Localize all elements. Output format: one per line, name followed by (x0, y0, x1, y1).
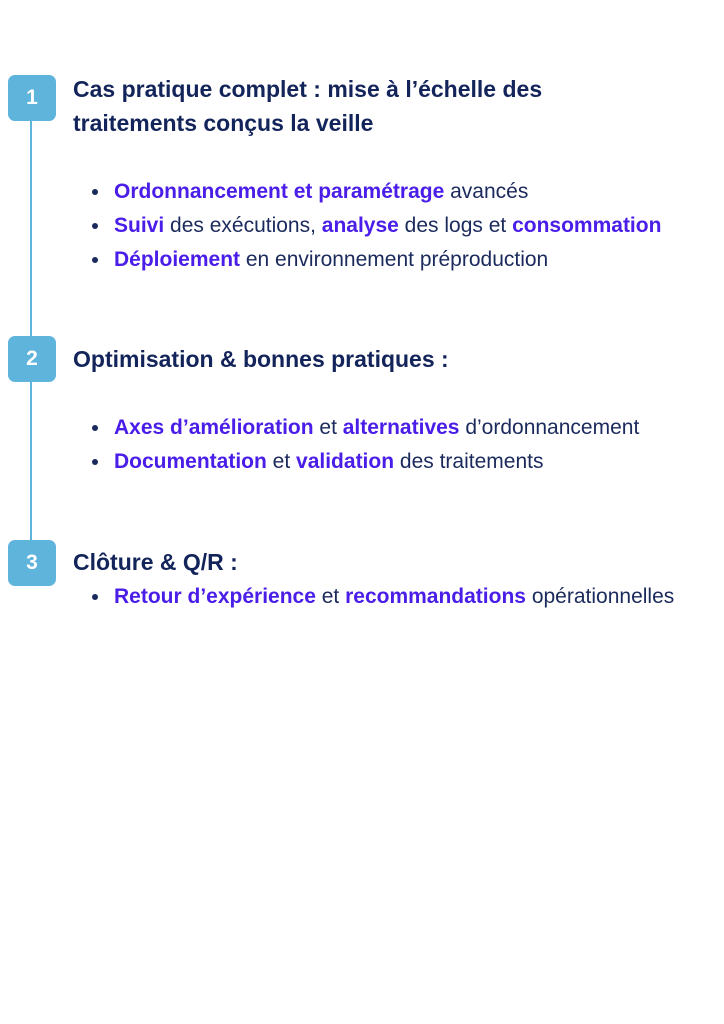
bullet-text: opérationnelles (525, 585, 675, 608)
list-item (90, 243, 720, 277)
step-number-3: 3 (26, 551, 38, 574)
bullet-text: et (313, 416, 343, 439)
timeline-line (30, 98, 32, 560)
highlighted-keyword: analyse (321, 214, 399, 237)
bullet-text: et (315, 585, 346, 608)
section-title-2-line1: Optimisation & bonnes pratiques : (73, 346, 449, 372)
step-number-2: 2 (26, 347, 38, 370)
highlighted-keyword: validation (296, 450, 395, 473)
bullet-dot-icon (92, 425, 98, 431)
list-item (90, 175, 720, 209)
bullet-dot-icon (92, 594, 98, 600)
highlighted-keyword: consommation (512, 214, 662, 237)
highlighted-keyword: Ordonnancement et paramétrage (114, 180, 445, 203)
bullet-dot-icon (92, 257, 98, 263)
step-badge-3 (8, 540, 56, 586)
section-title-1-line1: Cas pratique complet : mise à l’échelle des (73, 76, 543, 102)
highlighted-keyword: Déploiement (114, 248, 241, 271)
step-badge-2 (8, 336, 56, 382)
highlighted-keyword: Axes d’amélioration (114, 416, 314, 439)
step-badge-1 (8, 75, 56, 121)
section-title-3-line1: Clôture & Q/R : (73, 549, 238, 575)
bullet-text: d’ordonnancement (459, 416, 640, 439)
highlighted-keyword: alternatives (342, 416, 460, 439)
bullet-text: et (266, 450, 297, 473)
bullet-text: avancés (444, 180, 529, 203)
section-title-1 (73, 72, 693, 140)
bullet-dot-icon (92, 189, 98, 195)
bullet-text: des traitements (394, 450, 544, 473)
section-title-3 (73, 545, 693, 579)
highlighted-keyword: Retour d’expérience (114, 585, 316, 608)
bullet-text: en environnement préproduction (240, 248, 549, 271)
section-2-bullets (90, 411, 720, 479)
bullet-text: des logs et (398, 214, 513, 237)
bullet-text: des exécutions, (164, 214, 322, 237)
list-item (90, 411, 720, 445)
bullet-dot-icon (92, 223, 98, 229)
list-item (90, 209, 720, 243)
highlighted-keyword: Suivi (114, 214, 165, 237)
section-title-2 (73, 342, 693, 376)
section-3-bullets (90, 580, 720, 614)
section-1-bullets (90, 175, 720, 277)
highlighted-keyword: Documentation (114, 450, 267, 473)
list-item (90, 580, 720, 614)
list-item (90, 445, 720, 479)
bullet-dot-icon (92, 459, 98, 465)
highlighted-keyword: recommandations (345, 585, 526, 608)
step-number-1: 1 (26, 86, 38, 109)
section-title-1-line2: traitements conçus la veille (73, 110, 374, 136)
